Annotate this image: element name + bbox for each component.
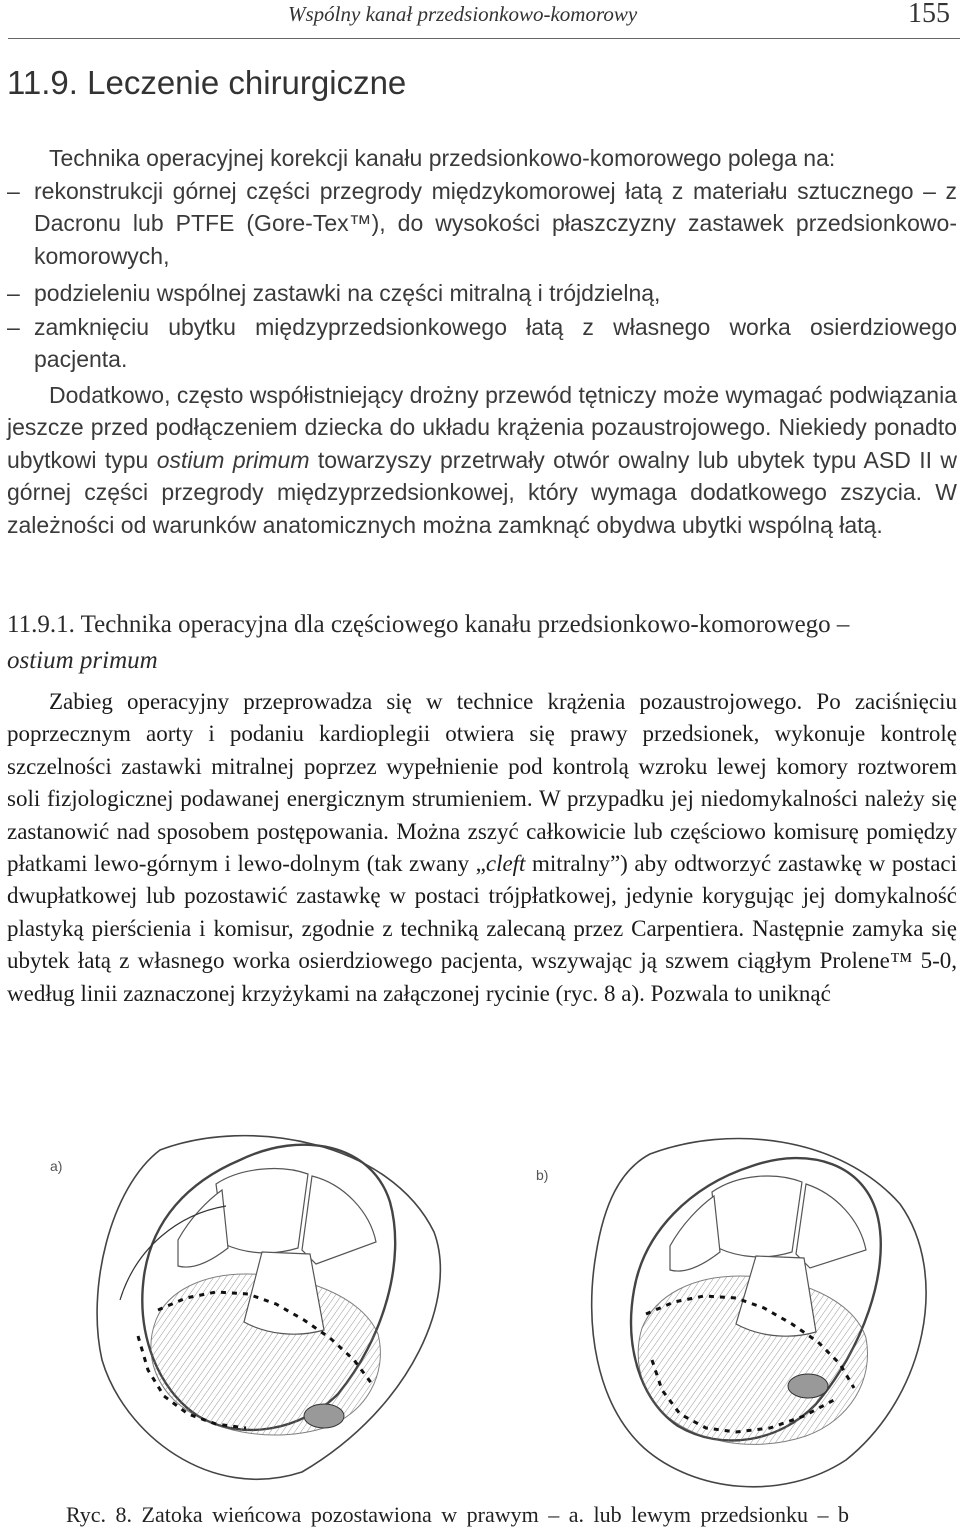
leaflet-b-2 (796, 1184, 866, 1268)
running-title: Wspólny kanał przedsionkowo-komorowy (288, 2, 638, 26)
leaflet-b-4 (736, 1256, 816, 1336)
leaflet-a-2 (302, 1176, 376, 1264)
panel-a-label: a) (50, 1158, 63, 1174)
subsection-heading: 11.9.1. Technika operacyjna dla częściowego kanału przedsionkowo-komorowego – ostium primum (7, 611, 850, 674)
leaflet-a-1 (216, 1169, 308, 1253)
section-heading: 11.9. Leczenie chirurgiczne (7, 64, 407, 101)
coronary-sinus-b (788, 1374, 828, 1398)
leaflet-a-3 (178, 1190, 228, 1267)
subsection-paragraph: Zabieg operacyjny przeprowadza się w technice krążenia pozaustrojowego. Po zaciśnięciu poprzecznym aorty i podaniu kardioplegii otwiera się prawy przedsionek, wykonuje kontrolę szczelności zastawki mitralnej poprzez wypełnienie pod kontrolą wzroku lewej komory roztworem soli fizjologicznej podawanej energicznym strumieniem. W przypadku jej niedomykalności należy się zastanowić nad sposobem postępowania. Można zszyć całkowicie lub częściowo komisurę pomiędzy płatkami lewo-górnym i lewo-dolnym (tak zwany „cleft mitralny”) aby odtworzyć zastawkę w postaci dwupłatkowej lub pozostawić zastawkę w postaci trójpłatkowej, jedynie korygując jej domykalność plastyką pierścienia i komisur, zgodnie z techniką zalecaną przez Carpentiera. Następnie zamyka się ubytek łatą z własnego worka osierdziowego pacjenta, wszywając ją szwem ciągłym Prolene™ 5-0, według linii zaznaczonej krzyżykami na załączonej rycinie (ryc. 8 a). Pozwala to uniknąć (7, 689, 957, 1006)
header-rule (8, 38, 960, 39)
panel-b-label: b) (536, 1167, 549, 1183)
figure-caption: Ryc. 8. Zatoka wieńcowa pozostawiona w prawym – a. lub lewym przedsionku – b (66, 1502, 850, 1527)
panel-a (50, 1136, 440, 1480)
section-intro: Technika operacyjnej korekcji kanału przedsionkowo-komorowego polega na: (49, 145, 836, 171)
dash-item-1: – rekonstrukcji górnej części przegrody międzykomorowej łatą z materiału sztucznego – z Dacronu lub PTFE (Gore-Tex™), do wysokości płaszczyzny zastawek przedsionkowo-komorowych, (7, 178, 957, 269)
coronary-sinus-a (304, 1404, 344, 1428)
heart-diagram (40, 1124, 960, 1494)
leaflet-b-3 (670, 1196, 720, 1271)
paragraph-additional: Dodatkowo, często współistniejący drożny przewód tętniczy może wymagać podwiązania jeszcze przed podłączeniem dziecka do układu krążenia pozaustrojowego. Niekiedy ponadto ubytkowi typu ostium primum towarzyszy przetrwały otwór owalny lub ubytek typu ASD II w górnej części przegrody międzyprzedsionkowej, który wymaga dodatkowego zszycia. W zależności od warunków anatomicznych można zamknąć obydwa ubytki wspólną łatą. (7, 382, 957, 538)
dash-item-2: – podzieleniu wspólnej zastawki na części mitralną i trójdzielną, (7, 280, 661, 306)
figure-8 (40, 1124, 960, 1494)
panel-b (536, 1139, 926, 1487)
leaflet-a-4 (244, 1252, 324, 1334)
leaflet-b-1 (712, 1176, 802, 1257)
page-number: 155 (908, 0, 950, 29)
dash-item-3: – zamknięciu ubytku międzyprzedsionkowego łatą z własnego worka osierdziowego pacjenta. (7, 314, 957, 373)
